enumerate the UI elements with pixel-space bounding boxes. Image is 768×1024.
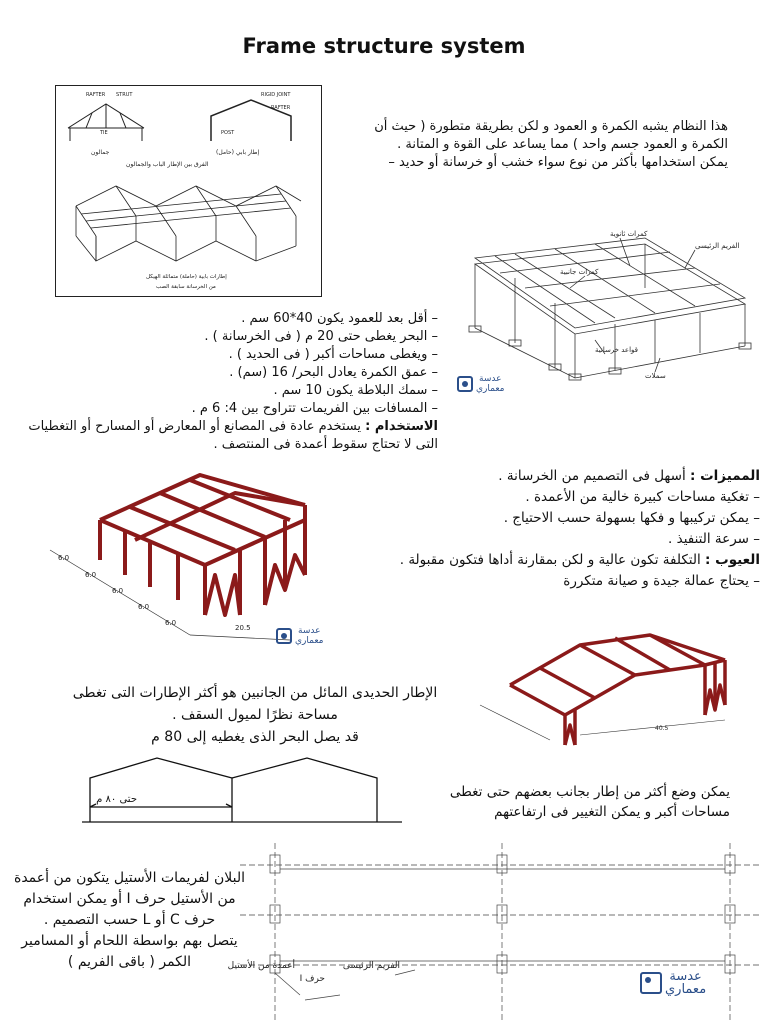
truss-portal-figure (55, 85, 322, 297)
main-frame-label: الفريم الرئيسى (695, 242, 740, 250)
intro-line: هذا النظام يشبه الكمرة و العمود و لكن بطريقة متطورة ( حيث أن (374, 119, 728, 134)
multi-frame-paragraph (390, 782, 730, 822)
plan-line: البلان لفريمات الأستيل يتكون من أعمدة (14, 870, 245, 886)
sloped-frame-paragraph (60, 682, 450, 748)
pros-item: – سرعة التنفيذ . (668, 531, 760, 547)
plan-paragraph (2, 868, 257, 973)
plan-line: حرف C أو L حسب التصميم . (43, 912, 216, 928)
dim-label: 6.0 (58, 554, 70, 562)
caption-line-1: إطارات بابية (حاملة) متماثلة الهيكل (146, 274, 227, 280)
dim-label: 6.0 (138, 603, 150, 611)
intro-line: الكمرة و العمود جسم واحد ) مما يساعد على القوة و المتانة . (397, 137, 728, 152)
svg-text:RAFTER: RAFTER (86, 92, 106, 98)
svg-text:RIGID JOINT: RIGID JOINT (261, 92, 291, 98)
truss-label: جمالون (91, 149, 110, 156)
usage-text: يستخدم عادة فى المصانع أو المعارض أو المسارح أو التغطيات (28, 419, 366, 434)
spec-item: – المسافات بين الفريمات تتراوح بين 4: 6 م . (191, 401, 438, 416)
main-frame-label: الفريم الرئيسى (342, 961, 400, 971)
brand-logo: عدسة معماري (640, 970, 706, 996)
cons-label: العيوب : (705, 552, 760, 568)
pros-line (380, 466, 760, 487)
svg-text:TIE: TIE (100, 130, 108, 136)
svg-text:STRUT: STRUT (116, 92, 133, 98)
logo-icon (276, 628, 292, 644)
spec-item: – أقل بعد للعمود يكون 40*60 سم . (241, 311, 438, 326)
page-title: Frame structure system (242, 34, 526, 58)
svg-text:RAFTER: RAFTER (271, 105, 291, 111)
sloped-line: الإطار الحديدى المائل من الجانبين هو أكثر الإطارات التى تغطى (72, 685, 438, 701)
intro-line: يمكن استخدامها بأكثر من نوع سواء خشب أو خرسانة أو حديد – (388, 155, 728, 170)
multi-line: مساحات أكبر و يمكن التغيير فى ارتفاعتهم (494, 804, 730, 820)
intro-paragraph (328, 118, 728, 172)
cons-item: – يحتاج عمالة جيدة و صيانة متكررة (563, 573, 760, 589)
dim-label: 6.0 (85, 571, 97, 579)
multi-line: يمكن وضع أكثر من إطار بجانب بعضهم حتى تغطى (449, 784, 730, 800)
specs-list (18, 310, 438, 454)
pros-cons (380, 466, 760, 592)
plan-line: من الأستيل حرف I أو يمكن استخدام (23, 891, 236, 907)
dim-label: 6.0 (165, 619, 177, 627)
spec-item: – البحر يغطى حتى 20 م ( فى الخرسانة ) . (204, 329, 438, 344)
brand-logo: عدسة معماري (457, 374, 505, 394)
section-figure (82, 752, 402, 824)
cons-line (380, 550, 760, 571)
dim-label: 6.0 (112, 587, 124, 595)
pros-item: – يمكن تركيبها و فكها بسهولة حسب الاحتياج . (503, 510, 760, 526)
sloped-steel-frame-figure (470, 630, 750, 760)
cons-text: التكلفة تكون عالية و لكن بمقارنة أداها فتكون مقبولة . (399, 552, 706, 568)
span-label: 20.5 (235, 624, 251, 632)
svg-text:POST: POST (221, 130, 235, 136)
pros-item: – تغكية مساحات كبيرة خالية من الأعمدة . (525, 489, 760, 505)
concrete-frame-figure (455, 228, 760, 388)
usage-label: الاستخدام : (365, 419, 438, 434)
columns-label: أعمدة من الأستيل (227, 961, 295, 971)
span-label: حتى ٨٠ م (96, 794, 137, 805)
steel-frame-figure (40, 465, 360, 650)
pros-text: أسهل فى التصميم من الخرسانة . (498, 468, 690, 484)
side-beams-label: كمرات جانبية (560, 268, 599, 276)
span-label: 40.5 (655, 725, 669, 732)
ties-label: سملات (645, 372, 666, 380)
brand-logo: عدسة معماري (276, 626, 324, 646)
portal-label: إطار بابي (حامل) (216, 149, 260, 156)
pros-label: المميزات : (690, 468, 760, 484)
logo-icon (640, 972, 662, 994)
plan-line: الكمر ( باقى الفريم ) (67, 954, 192, 970)
foundations-label: قواعد خرسانية (595, 346, 638, 354)
usage-line-2: التى لا تحتاج سقوط أعمدة فى المنتصف . (213, 437, 438, 452)
spec-item: – سمك البلاطة يكون 10 سم . (273, 383, 438, 398)
sloped-line: مساحة نظرًا لميول السقف . (172, 707, 338, 723)
secondary-beams-label: كمرات ثانوية (610, 230, 648, 238)
spec-item: – ويغطى مساحات أكبر ( فى الحديد ) . (228, 347, 438, 362)
usage-line (18, 418, 438, 436)
plan-line: يتصل بهم بواسطة اللحام أو المسامير (21, 933, 238, 949)
logo-icon (457, 376, 473, 392)
caption-line-2: من الخرسانة سابقة الصب (156, 284, 216, 290)
columns-label-2: حرف I (299, 974, 325, 984)
difference-label: الفرق بين الإطار الباب والجمالون (126, 161, 209, 168)
sloped-line: قد يصل البحر الذى يغطيه إلى 80 م (151, 729, 359, 745)
spec-item: – عمق الكمرة يعادل البحر/ 16 (سم) . (229, 365, 438, 380)
